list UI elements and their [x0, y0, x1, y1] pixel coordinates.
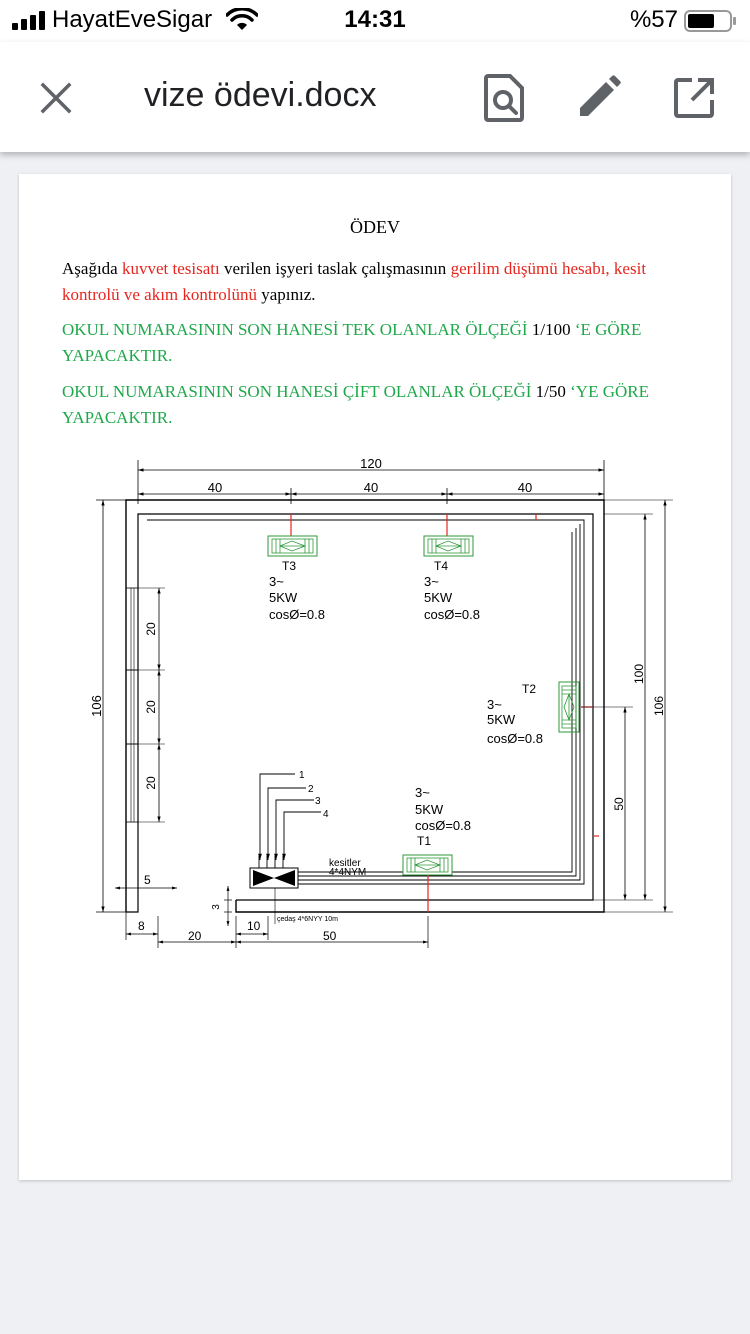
- document-title: vize ödevi.docx: [144, 76, 377, 114]
- motor-power: 5KW: [487, 712, 516, 727]
- line-number: 4: [323, 809, 329, 820]
- battery-icon: [684, 10, 738, 32]
- scale-text: 1/50: [531, 382, 571, 401]
- dim-label: 40: [517, 480, 533, 495]
- search-document-icon[interactable]: [480, 72, 528, 124]
- dim-label: 20: [144, 622, 158, 636]
- dim-label: 20: [188, 929, 202, 943]
- cable-type-label: 4*4NYM: [329, 867, 367, 878]
- line-number: 1: [299, 770, 305, 781]
- motor-cos: cosØ=0.8: [269, 607, 326, 622]
- highlight-text: kuvvet tesisatı: [121, 259, 220, 278]
- dim-label: 5: [144, 873, 151, 887]
- motor-label: T1: [417, 834, 432, 848]
- line-number: 2: [308, 784, 314, 795]
- green-text: OKUL NUMARASININ SON HANESİ ÇİFT OLANLAR ÖLÇEĞİ: [62, 382, 532, 401]
- dimension-height-right: [604, 500, 673, 912]
- supply-label: çedaş 4*6NYY 10m: [277, 916, 338, 923]
- dim-label: 10: [247, 919, 261, 933]
- motor-t3: [268, 536, 325, 622]
- text-run: yapınız.: [257, 285, 316, 304]
- motor-phase: 3~: [424, 574, 439, 589]
- cable-runs: [147, 520, 584, 884]
- close-icon[interactable]: [36, 78, 76, 118]
- dim-label: 20: [144, 776, 158, 790]
- edit-pencil-icon[interactable]: [574, 72, 622, 124]
- motor-cos: cosØ=0.8: [487, 731, 544, 746]
- highlight-text: gerilim düşümü hesabı, kesit kontrolü ve akım kontrolünü: [62, 259, 647, 304]
- dim-label: 100: [632, 663, 646, 685]
- open-external-icon[interactable]: [670, 72, 718, 124]
- green-text: ‘YE GÖRE YAPACAKTIR.: [62, 382, 649, 427]
- green-text: ‘E GÖRE YAPACAKTIR.: [62, 320, 642, 365]
- dim-label: 106: [89, 695, 104, 717]
- motor-label: T2: [522, 682, 537, 696]
- floor-plan-drawing: [19, 174, 731, 1180]
- motor-t4: [424, 536, 480, 622]
- dim-label: 8: [138, 919, 145, 933]
- motor-power: 5KW: [415, 802, 444, 817]
- motor-label: T4: [434, 559, 449, 573]
- dimension-windows: [138, 588, 165, 822]
- motor-phase: 3~: [487, 697, 502, 712]
- motor-power: 5KW: [269, 590, 298, 605]
- motor-power: 5KW: [424, 590, 453, 605]
- text-run: Aşağıda: [62, 259, 122, 278]
- dim-label: 120: [360, 456, 382, 471]
- red-connections: [291, 514, 599, 912]
- dim-label: 20: [144, 700, 158, 714]
- status-bar: [0, 0, 750, 42]
- motor-cos: cosØ=0.8: [415, 818, 472, 833]
- battery-percent: %57: [629, 6, 678, 33]
- motor-label: T3: [282, 559, 297, 573]
- dim-label: 40: [207, 480, 223, 495]
- signal-icon: [12, 10, 48, 30]
- dim-label: 50: [323, 929, 337, 943]
- building-walls: [126, 500, 604, 912]
- dim-label: 40: [363, 480, 379, 495]
- motor-t1: [403, 785, 471, 875]
- motor-cos: cosØ=0.8: [424, 607, 481, 622]
- document-page: [19, 174, 731, 1180]
- carrier-name: HayatEveSigar: [52, 6, 213, 33]
- text-run: verilen işyeri taslak çalışmasının: [219, 259, 451, 278]
- motor-t2: [487, 682, 579, 746]
- dimension-bottom: [115, 886, 428, 948]
- motor-phase: 3~: [415, 785, 430, 800]
- kesitler-label: kesitler: [329, 858, 361, 869]
- green-text: OKUL NUMARASININ SON HANESİ TEK OLANLAR ÖLÇEĞİ: [62, 320, 528, 339]
- dimension-height-left: [89, 500, 126, 912]
- document-heading: ÖDEV: [350, 217, 400, 237]
- clock-time: 14:31: [344, 6, 406, 33]
- scale-text: 1/100: [527, 320, 575, 339]
- app-bar: [0, 42, 750, 152]
- dimension-motor-offset: [581, 707, 633, 900]
- wifi-icon: [226, 8, 258, 32]
- line-number: 3: [315, 796, 321, 807]
- motor-phase: 3~: [269, 574, 284, 589]
- dim-label: 3: [211, 904, 222, 910]
- dim-label: 50: [612, 797, 626, 811]
- dim-label: 106: [652, 695, 666, 717]
